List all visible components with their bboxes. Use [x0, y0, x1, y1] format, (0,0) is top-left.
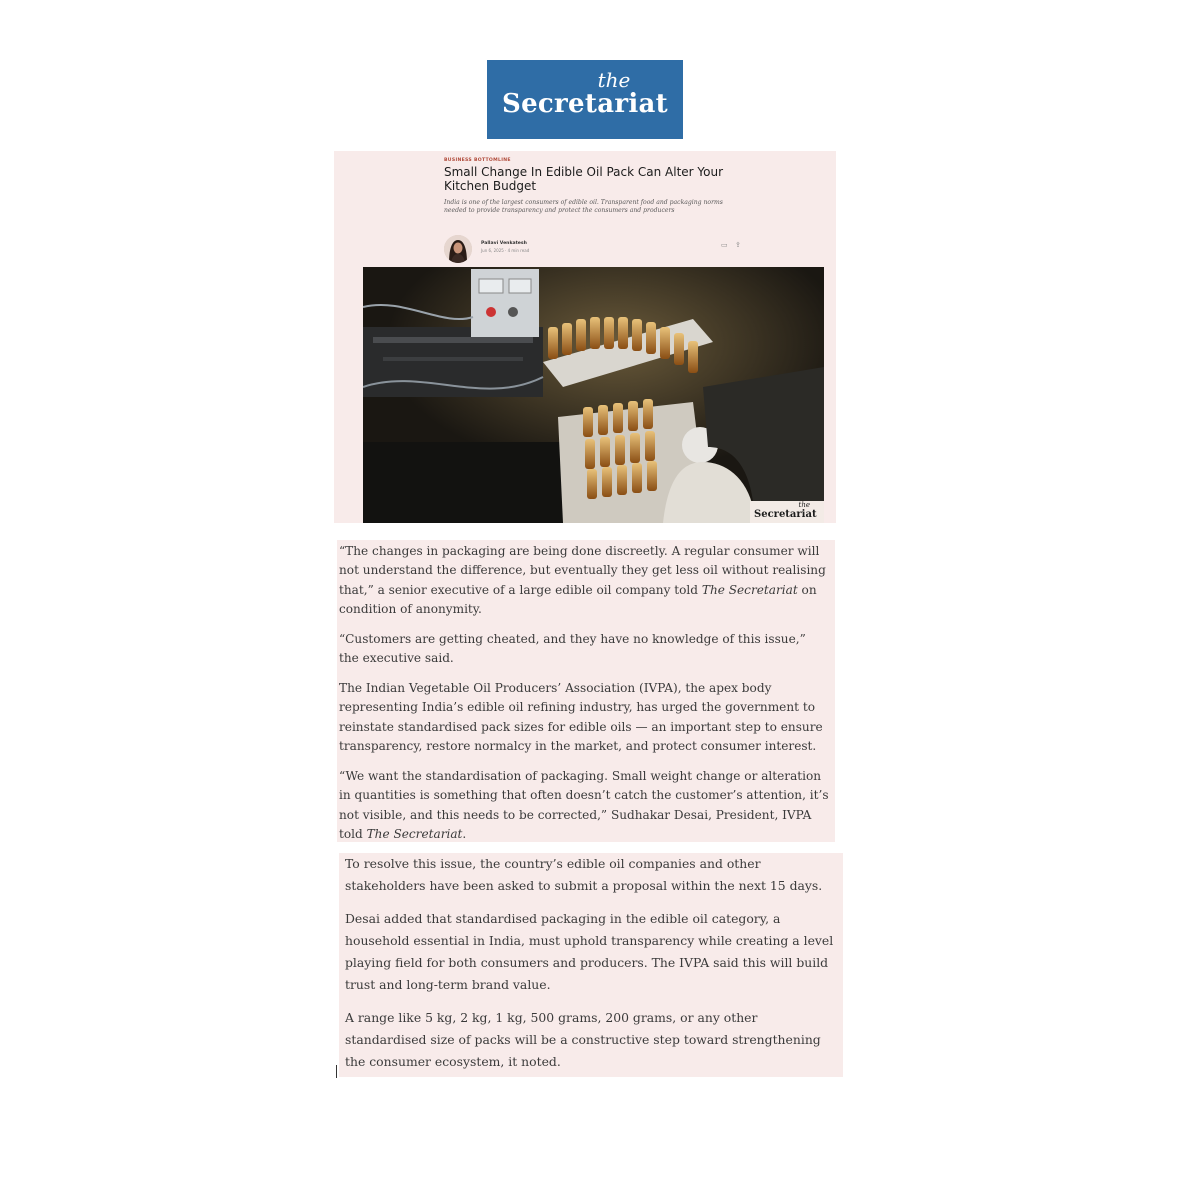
avatar-portrait-icon: [444, 235, 472, 263]
watermark-the: the: [798, 501, 810, 509]
publish-date: Jun 6, 2025 · 4 min read: [481, 248, 530, 253]
text-cursor: [336, 1065, 337, 1078]
article-body-section-2: [339, 853, 843, 1077]
edible-oil-bottling-photo: [363, 267, 824, 523]
logo-the: the: [597, 68, 631, 92]
paragraph-7: A range like 5 kg, 2 kg, 1 kg, 500 grams, 200 grams, or any other standardised size of packs will be a constructive step toward strengthening the consumer ecosystem, it noted.: [345, 1010, 821, 1069]
avatar[interactable]: [444, 235, 472, 263]
paragraph-4-text-a: “We want the standardisation of packaging. Small weight change or alteration in quantities is something that often doesn’t catch the customer’s attention, it’s not visible, and this needs to be corrected,” Sudhakar Desai, President, IVPA told: [339, 769, 829, 841]
article-kicker[interactable]: BUSINESS BOTTOMLINE: [444, 158, 511, 163]
paragraph-5: To resolve this issue, the country’s edible oil companies and other stakeholders have been asked to submit a proposal within the next 15 days.: [345, 856, 823, 893]
paragraph-6: Desai added that standardised packaging in the edible oil category, a household essential in India, must uphold transparency while creating a level playing field for both consumers and producers. The IVPA said this will build trust and long-term brand value.: [345, 911, 834, 992]
paragraph-4-text-b: .: [462, 826, 467, 841]
share-icon[interactable]: ⇪: [735, 241, 741, 249]
paragraph-1: [339, 542, 829, 619]
paragraph-3: The Indian Vegetable Oil Producers’ Association (IVPA), the apex body representing India’s edible oil refining industry, has urged the government to reinstate standardised pack sizes for edible oils — an important step to ensure transparency, restore normalcy in the market, and protect consumer interest.: [339, 681, 823, 753]
watermark-name: Secretariat: [754, 509, 817, 520]
paragraph-1-text-a: “The changes in packaging are being done discreetly. A regular consumer will not understand the difference, but eventually they get less oil without realising that,” a senior executive of a large edible oil company told: [339, 544, 826, 597]
paragraph-2: “Customers are getting cheated, and they have no knowledge of this issue,” the executive said.: [339, 632, 806, 666]
article-header-card: [334, 151, 836, 523]
article-headline[interactable]: Small Change In Edible Oil Pack Can Alter Your Kitchen Budget: [444, 165, 724, 193]
publication-name: The Secretariat: [366, 826, 463, 841]
author-name[interactable]: Pallavi Venkatesh: [481, 241, 527, 246]
secretariat-logo[interactable]: [487, 60, 683, 139]
article-dek: India is one of the largest consumers of edible oil. Transparent food and packaging norms needed to provide transparency and protect the consumers and producers: [444, 199, 723, 215]
bottling-line-illustration: [363, 267, 824, 523]
logo-name: Secretariat: [502, 89, 668, 119]
paragraph-4: [339, 767, 829, 844]
photo-watermark: [750, 501, 824, 523]
article-body-section-1: [337, 540, 835, 842]
bookmark-icon[interactable]: ▭: [721, 241, 728, 249]
publication-name: The Secretariat: [701, 582, 798, 597]
paragraph-1-text-b: on condition of anonymity.: [339, 582, 817, 616]
